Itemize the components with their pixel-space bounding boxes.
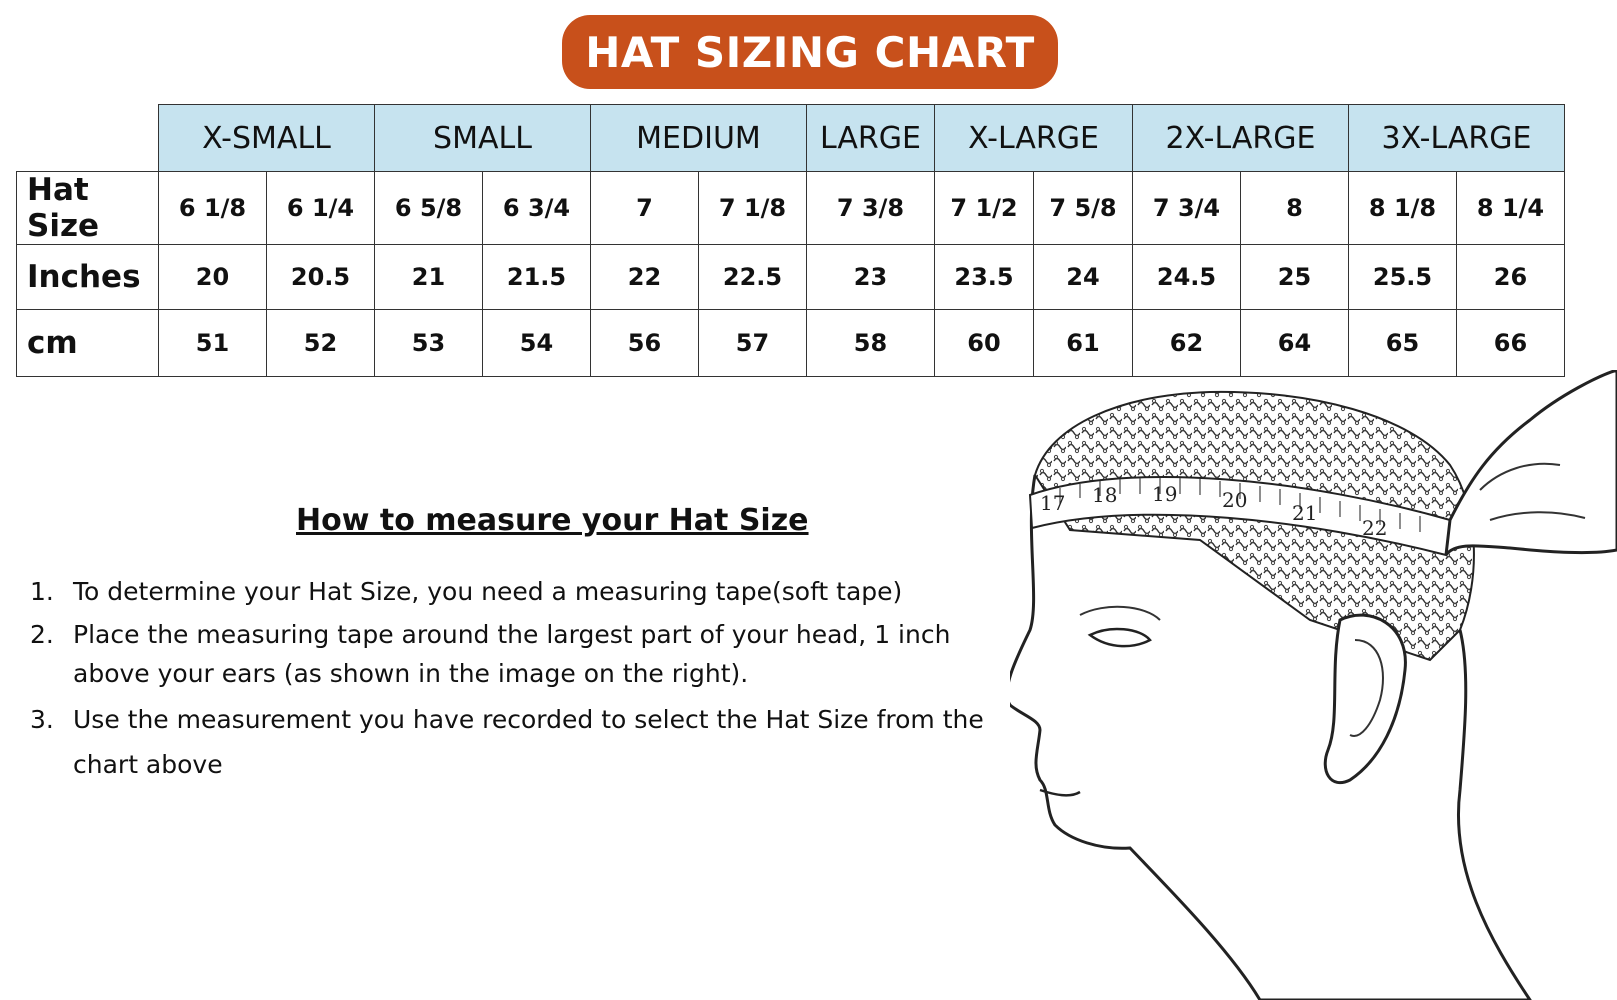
table-cell: 25	[1241, 245, 1349, 310]
table-cell: 7 1/2	[935, 172, 1034, 245]
instructions-title: How to measure your Hat Size	[296, 503, 809, 538]
row-label: Inches	[17, 245, 159, 310]
eye-shape	[1090, 629, 1150, 646]
row-label: Hat Size	[17, 172, 159, 245]
size-group-large: LARGE	[807, 105, 935, 172]
instructions-list	[30, 572, 1015, 791]
size-group-medium: MEDIUM	[591, 105, 807, 172]
table-cell: 20	[159, 245, 267, 310]
tape-mark: 21	[1292, 501, 1318, 525]
tape-mark: 17	[1040, 491, 1066, 515]
row-label: cm	[17, 310, 159, 377]
table-cell: 7 3/8	[807, 172, 935, 245]
table-cell: 6 1/4	[267, 172, 375, 245]
table-cell: 7 3/4	[1133, 172, 1241, 245]
table-row-hat-size	[17, 172, 1565, 245]
table-cell: 8 1/8	[1349, 172, 1457, 245]
step-number: 1.	[30, 577, 54, 606]
tape-mark: 19	[1152, 482, 1178, 506]
chart-title-banner	[562, 15, 1058, 89]
table-cell: 51	[159, 310, 267, 377]
ear-shape	[1325, 615, 1405, 783]
table-cell: 53	[375, 310, 483, 377]
table-cell: 65	[1349, 310, 1457, 377]
table-cell: 6 3/4	[483, 172, 591, 245]
table-cell: 66	[1457, 310, 1565, 377]
hat-size-table	[16, 104, 1565, 377]
table-cell: 58	[807, 310, 935, 377]
table-cell: 8	[1241, 172, 1349, 245]
instruction-step	[30, 697, 1015, 787]
hand-shape	[1446, 370, 1617, 555]
table-cell: 23.5	[935, 245, 1034, 310]
table-cell: 56	[591, 310, 699, 377]
table-cell: 54	[483, 310, 591, 377]
table-cell: 57	[699, 310, 807, 377]
table-row-inches	[17, 245, 1565, 310]
tape-mark: 20	[1222, 488, 1248, 512]
table-cell: 22.5	[699, 245, 807, 310]
tape-mark: 22	[1362, 516, 1388, 540]
table-cell: 23	[807, 245, 935, 310]
table-row-cm	[17, 310, 1565, 377]
step-text: Place the measuring tape around the largest part of your head, 1 inch above your ears (as shown in the image on the right).	[73, 620, 951, 688]
size-group-xlarge: X-LARGE	[935, 105, 1133, 172]
instruction-step	[30, 572, 1015, 611]
table-cell: 20.5	[267, 245, 375, 310]
size-group-3xlarge: 3X-LARGE	[1349, 105, 1565, 172]
table-cell: 62	[1133, 310, 1241, 377]
step-number: 2.	[30, 620, 54, 649]
table-cell: 24.5	[1133, 245, 1241, 310]
table-cell: 61	[1034, 310, 1133, 377]
step-number: 3.	[30, 705, 54, 734]
table-cell: 7	[591, 172, 699, 245]
table-cell: 52	[267, 310, 375, 377]
size-group-2xlarge: 2X-LARGE	[1133, 105, 1349, 172]
step-text: Use the measurement you have recorded to select the Hat Size from the chart above	[73, 705, 984, 779]
table-cell: 21.5	[483, 245, 591, 310]
chart-title: HAT SIZING CHART	[585, 27, 1035, 77]
step-text: To determine your Hat Size, you need a measuring tape(soft tape)	[73, 577, 903, 606]
table-cell: 6 1/8	[159, 172, 267, 245]
table-cell: 64	[1241, 310, 1349, 377]
table-cell: 24	[1034, 245, 1133, 310]
head-measurement-illustration	[1010, 370, 1617, 1000]
tape-mark: 18	[1092, 483, 1118, 507]
table-cell: 26	[1457, 245, 1565, 310]
instruction-step	[30, 615, 1015, 693]
table-cell: 25.5	[1349, 245, 1457, 310]
table-corner	[17, 105, 159, 172]
table-cell: 22	[591, 245, 699, 310]
table-cell: 6 5/8	[375, 172, 483, 245]
size-group-xsmall: X-SMALL	[159, 105, 375, 172]
size-group-header-row	[17, 105, 1565, 172]
table-cell: 7 1/8	[699, 172, 807, 245]
table-cell: 21	[375, 245, 483, 310]
table-cell: 8 1/4	[1457, 172, 1565, 245]
table-cell: 7 5/8	[1034, 172, 1133, 245]
table-cell: 60	[935, 310, 1034, 377]
size-group-small: SMALL	[375, 105, 591, 172]
